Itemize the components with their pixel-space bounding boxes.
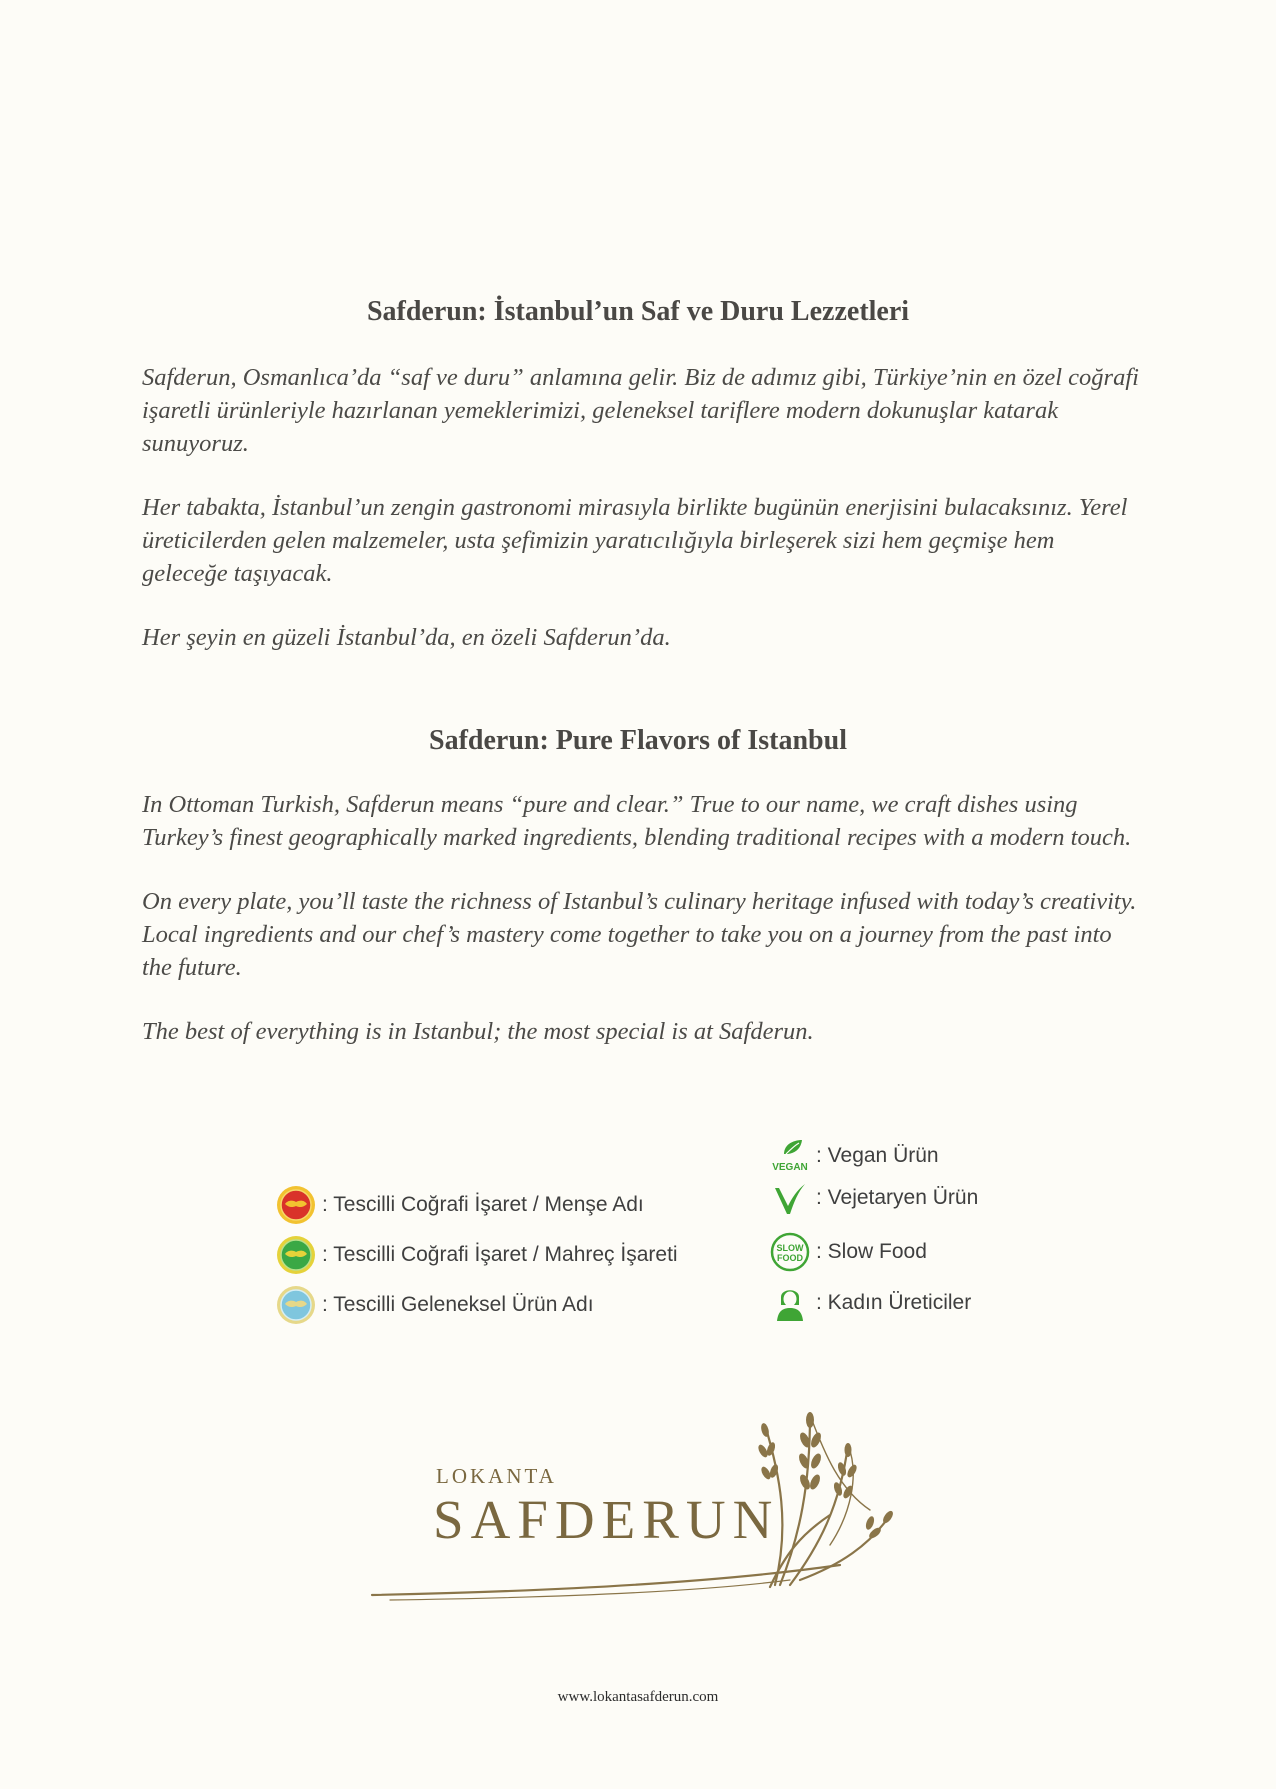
vegan-icon: [770, 1136, 810, 1176]
legend-item-woman-producers: [770, 1283, 971, 1323]
legend-label: : Vejetaryen Ürün: [816, 1186, 979, 1209]
legend-item-slow-food: [770, 1232, 927, 1272]
brand-name: SAFDERUN: [433, 1489, 780, 1550]
legend-label: : Tescilli Coğrafi İşaret / Menşe Adı: [322, 1193, 644, 1216]
turkish-title: Safderun: İstanbul’un Saf ve Duru Lezzetleri: [366, 296, 910, 327]
legend-label: : Tescilli Geleneksel Ürün Adı: [322, 1293, 594, 1316]
turkish-paragraph-2: Her tabakta, İstanbul’un zengin gastronomi mirasıyla birlikte bugünün enerjisini bulacaksınız. Yerel üreticilerden gelen malzemeler, usta şefimizin yaratıcılığıyla birleşerek sizi hem geçmişe hem geleceğe taşıyacak.: [142, 494, 1128, 587]
legend-item-designation-of-origin: [276, 1185, 644, 1225]
turkish-paragraph-3: Her şeyin en güzeli İstanbul’da, en özeli Safderun’da.: [142, 624, 671, 651]
vegan-badge-text: VEGAN: [772, 1162, 808, 1173]
woman-producer-icon: [770, 1283, 810, 1323]
legend-label: : Slow Food: [816, 1240, 927, 1263]
vegetarian-icon: [770, 1178, 810, 1218]
slow-food-badge-top: SLOW: [776, 1243, 804, 1253]
english-paragraph-2: On every plate, you’ll taste the richness of Istanbul’s culinary heritage infused with today’s creativity. Local ingredients and our chef’s mastery come together to take you on a journey from the past into the future.: [142, 888, 1137, 981]
legend-item-vegan: [770, 1136, 939, 1176]
english-paragraph-1: In Ottoman Turkish, Safderun means “pure and clear.” True to our name, we craft dishes using Turkey’s finest geographically marked ingredients, blending traditional recipes with a modern touch.: [142, 791, 1132, 851]
legend-item-geographical-indication: [276, 1235, 678, 1275]
legend-label: : Vegan Ürün: [816, 1144, 939, 1167]
traditional-product-seal-icon: [276, 1285, 316, 1325]
designation-of-origin-seal-icon: [276, 1185, 316, 1225]
english-paragraph-3: The best of everything is in Istanbul; the most special is at Safderun.: [142, 1018, 814, 1045]
english-title: Safderun: Pure Flavors of Istanbul: [429, 725, 847, 756]
geographical-indication-seal-icon: [276, 1235, 316, 1275]
legend-label: : Kadın Üreticiler: [816, 1291, 972, 1314]
turkish-paragraph-1: Safderun, Osmanlıca’da “saf ve duru” anlamına gelir. Biz de adımız gibi, Türkiye’nin en özel coğrafi işaretli ürünleriyle hazırlanan yemeklerimizi, geleneksel tariflere modern dokunuşlar katarak sunuyoruz.: [142, 364, 1139, 457]
slow-food-badge-bottom: FOOD: [777, 1253, 803, 1263]
brand-subtitle: LOKANTA: [436, 1464, 557, 1488]
slow-food-icon: [770, 1232, 810, 1272]
legend-label: : Tescilli Coğrafi İşaret / Mahreç İşareti: [322, 1243, 678, 1266]
website-url[interactable]: www.lokantasafderun.com: [557, 1689, 719, 1705]
legend-item-traditional-product: [276, 1285, 594, 1325]
wheat-logo-icon: [370, 1395, 910, 1610]
legend-item-vegetarian: [770, 1178, 978, 1218]
